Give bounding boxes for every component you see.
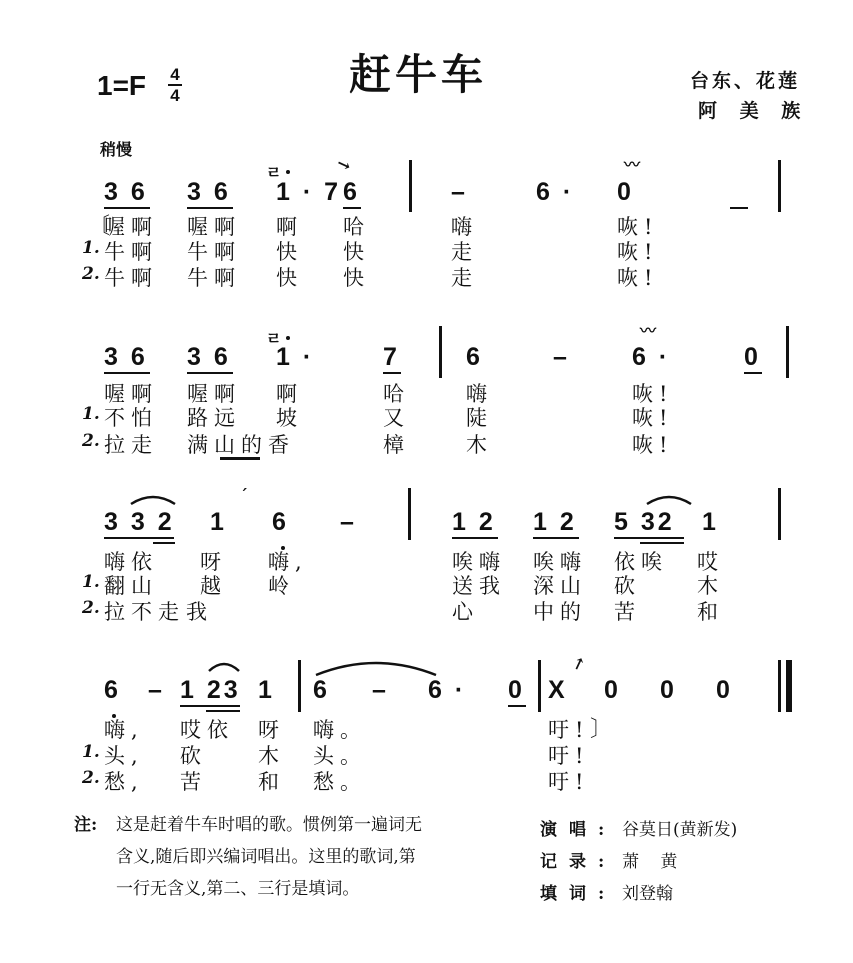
lyric: 唉嗨: [452, 550, 506, 574]
lyric: 路远: [187, 406, 241, 430]
note: –: [553, 343, 570, 371]
lyric: 快: [343, 266, 370, 290]
lyric: 又: [383, 406, 410, 430]
lyric: 头,: [104, 744, 144, 768]
meter-bottom: 4: [170, 86, 180, 105]
lyric: 满山的香: [187, 433, 295, 457]
grace-note-icon: ㄹ: [266, 163, 282, 182]
barline: [778, 488, 781, 540]
lyric: 砍: [180, 744, 207, 768]
verse-number: 1.: [82, 404, 100, 424]
note: 6: [313, 676, 330, 704]
lyric: 嗨,: [104, 718, 144, 742]
lyric: 越: [200, 574, 227, 598]
fermata-icon: 〰: [624, 155, 641, 174]
barline: [409, 160, 412, 212]
credit-value-lyricist: 刘登翰: [622, 884, 673, 904]
lyric: 咴!: [632, 406, 674, 430]
lyric: 心: [452, 600, 479, 624]
note: 6: [104, 676, 121, 704]
lyric: 喔啊: [104, 382, 158, 406]
tempo-marking: 稍慢: [100, 140, 133, 159]
note: 0: [604, 676, 621, 704]
verse-number: 1.: [82, 238, 100, 258]
note: 6 ·: [632, 343, 671, 371]
beam-underline: [206, 710, 240, 712]
lyric: 哎依: [180, 718, 234, 742]
lyric: 愁,: [104, 770, 144, 794]
final-barline-thin: [778, 660, 781, 712]
lyric: 咴!: [617, 240, 659, 264]
note: 3 6: [104, 178, 148, 206]
beam-underline: [614, 537, 684, 539]
note: 6: [466, 343, 483, 371]
note: 1 23: [180, 676, 241, 704]
credit-value-singer: 谷莫日(黄新发): [622, 820, 738, 840]
verse-number: 1.: [82, 742, 100, 762]
lyric: 哈: [383, 382, 410, 406]
note: 1: [702, 508, 719, 536]
footnote-line: 一行无含义,第二、三行是填词。: [116, 879, 360, 899]
lyric: 拉走: [104, 433, 158, 457]
beam-underline: [180, 705, 240, 707]
note: 3 6: [187, 178, 231, 206]
lyric: 木: [697, 574, 724, 598]
lyric: 木: [466, 433, 493, 457]
lyric: 木: [258, 744, 285, 768]
lyric: 咴!: [617, 215, 659, 239]
lyric: 呀: [258, 718, 285, 742]
note: 1 2: [533, 508, 577, 536]
note: 1 ·: [276, 343, 315, 371]
lyric: 深山: [533, 574, 587, 598]
note: –: [372, 676, 389, 704]
key-signature: 1=F: [97, 70, 147, 101]
note: 1 2: [452, 508, 496, 536]
lyric: 喔啊: [187, 215, 241, 239]
lyric: 牛啊: [187, 240, 241, 264]
lyric: 吁!: [548, 744, 590, 768]
lyric: 我: [186, 600, 213, 624]
note: 7: [383, 343, 400, 371]
beam-underline: [533, 537, 579, 539]
lyric: 快: [276, 240, 303, 264]
lyric: 陡: [466, 406, 493, 430]
beam-underline: [104, 372, 150, 374]
verse-bracket: 〔: [88, 214, 111, 239]
lyric: 牛啊: [187, 266, 241, 290]
note: 0: [617, 178, 634, 206]
lyric: 走: [451, 266, 478, 290]
lyric: 樟: [383, 433, 410, 457]
note: 0: [716, 676, 733, 704]
credit-label-recorder: 记录:: [540, 852, 617, 872]
lyric: 苦: [180, 770, 207, 794]
tie-icon: [312, 655, 440, 677]
note: X: [548, 676, 568, 704]
fermata-icon: 〰: [640, 321, 657, 340]
verse-number: 2.: [82, 264, 100, 284]
final-barline-thick: [786, 660, 792, 712]
lyric: 嗨: [466, 382, 493, 406]
note: 6: [272, 508, 289, 536]
footnote-label: 注:: [74, 815, 98, 835]
note: –: [148, 676, 165, 704]
lyric: 拉不走: [104, 600, 185, 624]
octave-dot: [286, 336, 290, 340]
lyric: 快: [343, 240, 370, 264]
lyric: 咴!: [632, 382, 674, 406]
lyric: 愁。: [313, 770, 367, 794]
lyric: 唉嗨: [533, 550, 587, 574]
credit-label-lyricist: 填词:: [540, 884, 617, 904]
beam-underline: [343, 207, 361, 209]
grace-note-icon: ㄹ: [266, 329, 282, 348]
meter-top: 4: [170, 65, 180, 84]
song-title: 赶牛车: [349, 50, 488, 99]
lyric: 咴!: [632, 433, 674, 457]
beam-underline: [383, 372, 401, 374]
lyric: 依唉: [614, 550, 668, 574]
beam-underline: [640, 542, 684, 544]
barline: [778, 160, 781, 212]
beam-underline: [187, 372, 233, 374]
accent-mark-icon: ↘: [334, 153, 354, 176]
note: 0: [744, 343, 761, 371]
note: 1: [210, 508, 227, 536]
lyric: 送我: [452, 574, 506, 598]
slur-icon: [644, 490, 694, 506]
lyric: 走: [451, 240, 478, 264]
accent-mark-icon: ˊ: [240, 486, 248, 505]
beam-underline: [730, 207, 748, 209]
lyric: 嗨: [451, 215, 478, 239]
beam-underline: [187, 207, 233, 209]
beam-underline: [153, 542, 175, 544]
beam-underline: [104, 537, 174, 539]
note: 5 32: [614, 508, 675, 536]
verse-number: 1.: [82, 572, 100, 592]
lyric: 嗨依: [104, 550, 158, 574]
beam-underline: [744, 372, 762, 374]
note: 1: [258, 676, 275, 704]
lyric: 哎: [697, 550, 724, 574]
note: 6 ·: [536, 178, 575, 206]
barline: [439, 326, 442, 378]
note: –: [451, 178, 468, 206]
lyric: 嗨,: [268, 550, 308, 574]
lyric: 牛啊: [104, 266, 158, 290]
verse-bracket: 〕: [590, 717, 613, 742]
lyric: 啊: [276, 382, 303, 406]
lyric: 嗨。: [313, 718, 367, 742]
lyric: 呀: [200, 550, 227, 574]
beam-underline: [104, 207, 150, 209]
note: 0: [508, 676, 525, 704]
lyric: 哈: [343, 215, 370, 239]
verse-number: 2.: [82, 768, 100, 788]
origin-region: 台东、花莲: [690, 70, 801, 92]
lyric: 不怕: [104, 406, 158, 430]
lyric: 坡: [276, 406, 303, 430]
barline: [538, 660, 541, 712]
lyric: 中的: [533, 600, 587, 624]
barline: [786, 326, 789, 378]
lyric: 吁!: [548, 770, 590, 794]
lyric: 牛啊: [104, 240, 158, 264]
footnote-line: 含义,随后即兴编词唱出。这里的歌词,第: [116, 847, 416, 867]
note: 0: [660, 676, 677, 704]
note: 3 6: [104, 343, 148, 371]
time-signature: [168, 66, 182, 104]
lyric: 快: [276, 266, 303, 290]
credit-value-recorder: 萧 黄: [622, 852, 686, 872]
note: 1 · 7: [276, 178, 342, 206]
slur-icon: [206, 657, 242, 673]
lyric: 喔啊: [187, 382, 241, 406]
beam-underline: [452, 537, 498, 539]
slur-icon: [128, 490, 178, 506]
note: 6 ·: [428, 676, 467, 704]
note: 3 3 2: [104, 508, 175, 536]
lyric: 岭: [268, 574, 295, 598]
lyric: 砍: [614, 574, 641, 598]
lyric-tie-mark: [220, 457, 260, 460]
verse-number: 2.: [82, 598, 100, 618]
footnote-line: 这是赶着牛车时唱的歌。惯例第一遍词无: [116, 815, 422, 835]
accent-mark-icon: ↗: [569, 652, 589, 675]
lyric: 苦: [614, 600, 641, 624]
lyric: 头。: [313, 744, 367, 768]
barline: [298, 660, 301, 712]
note: 3 6: [187, 343, 231, 371]
lyric: 和: [697, 600, 724, 624]
lyric: 吁!: [548, 718, 590, 742]
note: –: [340, 508, 357, 536]
lyric: 啊: [276, 215, 303, 239]
origin-ethnic: 阿 美 族: [698, 100, 809, 122]
note: 6: [343, 178, 360, 206]
lyric: 和: [258, 770, 285, 794]
verse-number: 2.: [82, 431, 100, 451]
barline: [408, 488, 411, 540]
lyric: 咴!: [617, 266, 659, 290]
lyric: 翻山: [104, 574, 158, 598]
lyric: 喔啊: [104, 215, 158, 239]
beam-underline: [508, 705, 526, 707]
octave-dot: [286, 170, 290, 174]
credit-label-singer: 演唱:: [540, 820, 617, 840]
